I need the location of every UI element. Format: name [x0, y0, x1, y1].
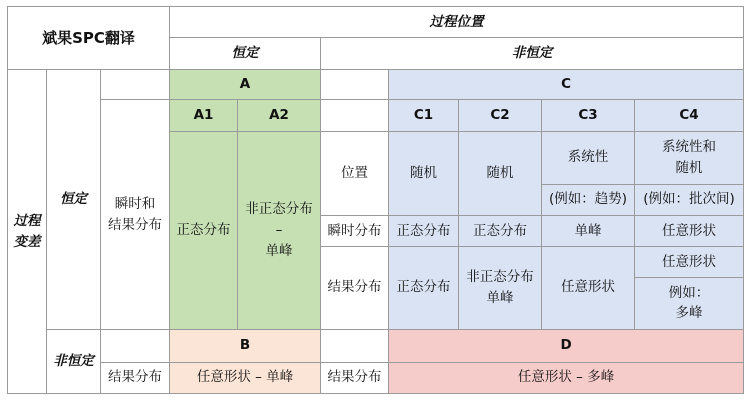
c3-result: 任意形状 [542, 247, 635, 329]
c4-instant: 任意形状 [635, 216, 744, 247]
subgroup-c4-header: C4 [635, 100, 744, 131]
instant-and-result-label [101, 100, 170, 329]
blank-cell [321, 70, 389, 100]
process-location-header: 过程位置 [170, 7, 744, 38]
a2-non-normal-unimodal [238, 131, 321, 329]
process-variation-header [8, 70, 47, 394]
instant-distribution-label: 瞬时分布 [321, 216, 389, 247]
c4-location-line2: 随机 [675, 159, 703, 176]
subgroup-a2-header: A2 [238, 100, 321, 131]
d-result: 任意形状 – 多峰 [389, 362, 744, 393]
a2-line2: – [275, 221, 283, 238]
subgroup-a1-header: A1 [170, 100, 238, 131]
c1-location: 随机 [389, 131, 459, 215]
c2-instant: 正态分布 [459, 216, 542, 247]
c3-location: 系统性 [542, 131, 635, 184]
c4-location-line1: 系统性和 [662, 138, 717, 155]
instant-and-result-line2: 结果分布 [108, 216, 163, 233]
c2-result [459, 247, 542, 329]
group-d-header: D [389, 329, 744, 362]
a1-normal-distribution: 正态分布 [170, 131, 238, 329]
a2-line1: 非正态分布 [245, 200, 313, 217]
spc-classification-table [7, 6, 744, 394]
c2-location: 随机 [459, 131, 542, 215]
c2-result-line1: 非正态分布 [466, 268, 534, 285]
blank-cell [101, 70, 170, 100]
group-a-header: A [170, 70, 321, 100]
location-non-constant-header: 非恒定 [321, 38, 744, 70]
variation-constant-header: 恒定 [47, 70, 101, 329]
result-distribution-label: 结果分布 [321, 247, 389, 329]
c2-result-line2: 单峰 [486, 289, 514, 306]
subgroup-c1-header: C1 [389, 100, 459, 131]
blank-cell [321, 100, 389, 131]
c4-result-example-line1: 例如： [668, 284, 710, 301]
result-distribution-label-b: 结果分布 [101, 362, 170, 393]
c1-instant: 正态分布 [389, 216, 459, 247]
c3-example: (例如：趋势) [542, 184, 635, 215]
table-title: 斌果SPC翻译 [8, 7, 170, 70]
b-result: 任意形状 – 单峰 [170, 362, 321, 393]
location-constant-header: 恒定 [170, 38, 321, 70]
blank-cell [101, 329, 170, 362]
c4-example: (例如：批次间) [635, 184, 744, 215]
c4-result-shape: 任意形状 [635, 247, 744, 278]
c1-result: 正态分布 [389, 247, 459, 329]
subgroup-c3-header: C3 [542, 100, 635, 131]
blank-cell [321, 329, 389, 362]
process-variation-line1: 过程 [13, 212, 41, 229]
a2-line3: 单峰 [265, 242, 293, 259]
c3-instant: 单峰 [542, 216, 635, 247]
group-c-header: C [389, 70, 744, 100]
instant-and-result-line1: 瞬时和 [114, 195, 156, 212]
c4-result-example [635, 278, 744, 329]
result-distribution-label-d: 结果分布 [321, 362, 389, 393]
c4-location [635, 131, 744, 184]
location-label: 位置 [321, 131, 389, 215]
c4-result-example-line2: 多峰 [675, 305, 703, 322]
group-b-header: B [170, 329, 321, 362]
process-variation-line2: 变差 [13, 233, 41, 250]
variation-non-constant-header: 非恒定 [47, 329, 101, 393]
subgroup-c2-header: C2 [459, 100, 542, 131]
